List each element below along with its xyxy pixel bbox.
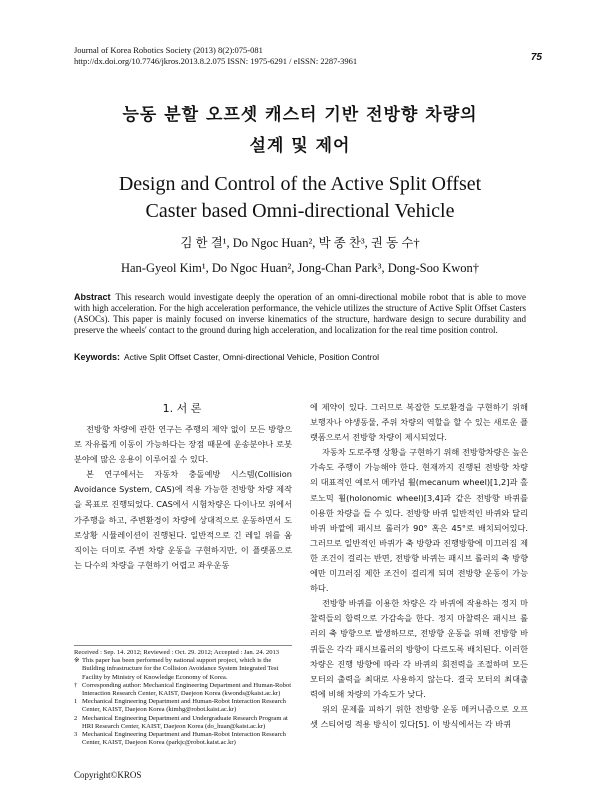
paragraph: 에 제약이 있다. 그러므로 복잡한 도로환경을 구현하기 위해 보행자나 야생동물, 주위 차량의 역할을 할 수 있는 새로운 플랫폼으로서 전방향 차량이 제시되었다. [310, 402, 528, 443]
section-heading-introduction: 1. 서 론 [162, 402, 202, 415]
english-title-line-1: Design and Control of the Active Split Offset [118, 173, 482, 195]
abstract-text: This research would investigate deeply the operation of an omni-directional mobile robot that is able to move with high acceleration. For the high acceleration performance, the vehicle utilizes the structure of Active Split Offset Casters (ASOCs). This paper is mainly focused on inverse kinematics of the structure, hardware design to secure durability and preserve the wheels' contact to the ground during high acceleration, and localization for the real time position control. [74, 292, 526, 335]
footnote-funding: ※ This paper has been performed by national support project, which is the Building infrastructure for the Collision Avoidance System Integrated Test Facility by Ministry of Knowledge Economy of Korea. [74, 657, 279, 681]
keywords-text: Active Split Offset Caster, Omni-directional Vehicle, Position Control [124, 352, 379, 362]
doi-issn-line: http://dx.doi.org/10.7746/jkros.2013.8.2.075 ISSN: 1975-6291 / eISSN: 2287-3961 [74, 56, 358, 66]
abstract-label: Abstract [74, 292, 111, 302]
footnote-author-2: 2 Mechanical Engineering Department and Undergraduate Research Program at HRI Research Center, KAIST, Daejeon Korea (do_huan@kaist.ac.kr) [74, 714, 288, 730]
english-title-line-2: Caster based Omni-directional Vehicle [145, 200, 455, 222]
paragraph: 자동차 도로주행 상황을 구현하기 위해 전방향차량은 높은 가속도 주행이 가능해야 한다. 현재까지 진행된 전방향 차량의 대표적인 예로서 메카넘 휠(mecanum wheel)[1,2]과 홀로노믹 휠(holonomic wheel)[3,4]과 같은 전방향 바퀴를 이용한 차량을 들 수 있다. 전방향 바퀴 일반적인 바퀴와 달리 바퀴 바깥에 패시브 롤러가 90° 혹은 45°로 배치되어있다. 그러므로 일반적인 바퀴가 축 방향과 진행방향에 미끄러짐 제한 조건이 걸리는 반면, 전방향 바퀴는 패시브 롤러의 축 방향에만 미끄러짐 제한 조건이 걸리게 되며 전방향 운동이 가능하다. [310, 447, 528, 594]
footnote-rule [74, 645, 292, 646]
footnote-author-3: 3 Mechanical Engineering Department and Human-Robot Interaction Research Center, KAIST, Daejeon Korea (parkjc@robot.kaist.ac.kr) [74, 731, 286, 747]
copyright: Copyright©KROS [74, 770, 142, 780]
paragraph: 위의 문제를 피하기 위한 전방향 운동 메커니즘으로 오프셋 스티어링 적용 방식이 있다[5]. 이 방식에서는 각 바퀴 [310, 703, 528, 729]
korean-title-line-2: 설계 및 제어 [249, 136, 351, 156]
abstract [74, 292, 526, 336]
footnote-corresponding-author: † Corresponding author: Mechanical Engineering Department and Human-Robot Interaction Research Center, KAIST, Daejeon Korea (kwonds@kaist.ac.kr) [74, 681, 292, 698]
keywords [74, 352, 526, 362]
right-column-body [310, 400, 528, 732]
keywords-label: Keywords: [74, 352, 121, 362]
paragraph: 전방향 차량에 관한 연구는 주행의 제약 없이 모든 방향으로 자유롭게 이동이 가능하다는 장점 때문에 운송분야나 로봇분야에 많은 응용이 이루어질 수 있다. [74, 424, 292, 465]
paragraph: 본 연구에서는 자동차 충돌예방 시스템(Collision Avoidance System, CAS)에 적용 가능한 전방향 차량 제작을 목표로 진행되었다. CAS에서 시험차량은 다이나모 위에서 가주행을 하고, 주변환경이 차량에 상대적으로 운동하면서 도로상황 시뮬레이션이 진행된다. 일반적으로 긴 레일 위를 움직이는 더미로 주변 차량 운동을 구현하지만, 이 플랫폼으로는 다수의 차량을 구현하기 어렵고 좌우운동 [74, 469, 292, 570]
authors-english: Han-Gyeol Kim¹, Do Ngoc Huan², Jong-Chan Park³, Dong-Soo Kwon† [120, 261, 480, 275]
korean-title-line-1: 능동 분할 오프셋 캐스터 기반 전방향 차량의 [122, 105, 478, 125]
left-column-body [74, 422, 292, 573]
authors-korean: 김 한 결¹, Do Ngoc Huan², 박 종 찬³, 권 동 수† [180, 236, 420, 250]
page-number: 75 [530, 52, 542, 63]
journal-citation: Journal of Korea Robotics Society (2013) 8(2):075-081 [74, 45, 263, 55]
footnote-author-1: 1 Mechanical Engineering Department and Human-Robot Interaction Research Center, KAIST, Daejeon Korea (kimhg@robot.kaist.ac.kr) [74, 698, 286, 714]
paragraph: 전방향 바퀴를 이용한 차량은 각 바퀴에 작용하는 정지 마찰력들의 합력으로 가감속을 한다. 정지 마찰력은 패시브 롤러의 축 방향으로 발생하므로, 전방향 운동을 위해 전방향 바퀴들은 각각 패시브롤러의 방향이 다르도록 배치된다. 이러한 차량은 진행 방향에 따라 각 바퀴의 회전력을 조절하며 모든 모터의 출력을 최대로 사용하지 않는다. 결국 모터의 최대출력에 비해 차량의 가속도가 낮다. [310, 598, 528, 699]
footnotes [74, 649, 292, 747]
footnote-received: Received : Sep. 14. 2012; Reviewed : Oct. 29. 2012; Accepted : Jan. 24. 2013 [74, 649, 280, 656]
